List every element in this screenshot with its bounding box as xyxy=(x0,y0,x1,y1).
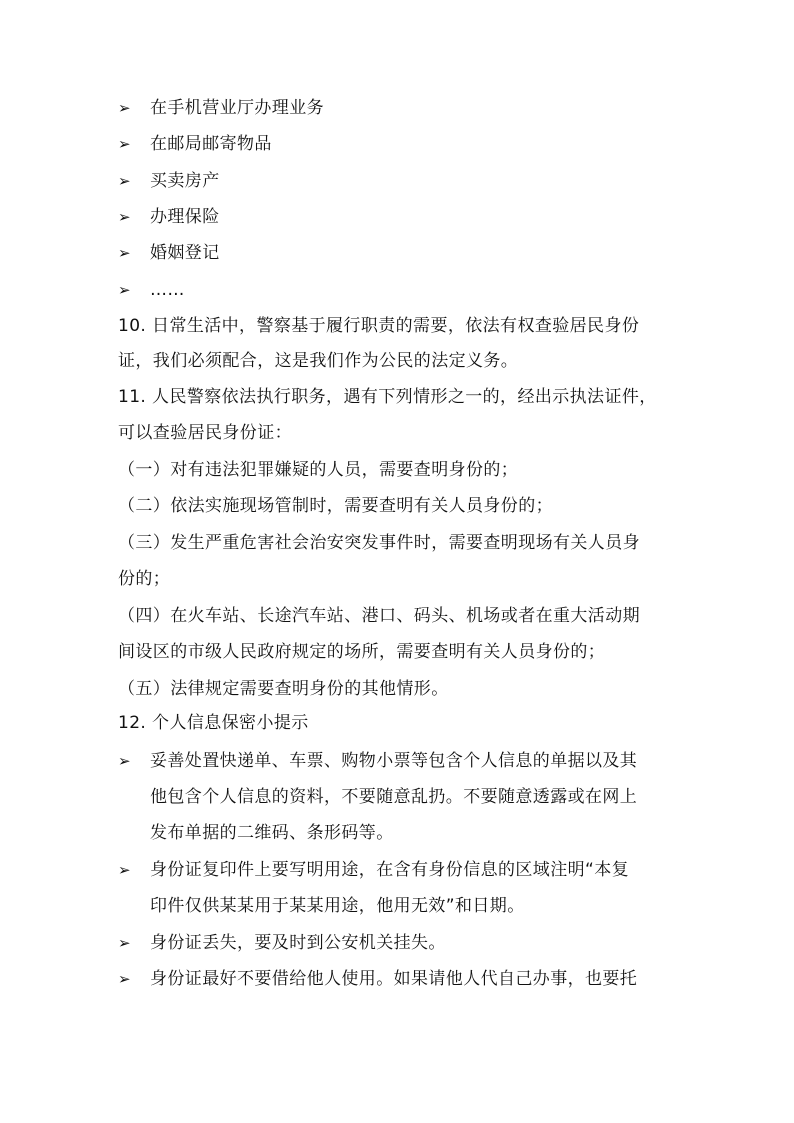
tip-text-line: 身份证最好不要借给他人使用。如果请他人代自己办事，也要托 xyxy=(150,969,638,989)
item12-title: 12. 个人信息保密小提示 xyxy=(118,713,309,733)
item11-clause3-line1: （三）发生严重危害社会治安突发事件时，需要查明现场有关人员身 xyxy=(118,533,640,553)
item11-clause3-line2: 份的； xyxy=(118,569,171,589)
list-item-text: 在手机营业厅办理业务 xyxy=(150,98,324,118)
tip-text-line: 身份证复印件上要写明用途，在含有身份信息的区域注明“本复 xyxy=(150,860,630,880)
arrow-bullet-icon: ➢ xyxy=(118,208,131,226)
list-item-text: 买卖房产 xyxy=(150,171,220,191)
item11-line1: 11. 人民警察依法执行职务，遇有下列情形之一的，经出示执法证件， xyxy=(118,387,657,407)
list-item-text: 办理保险 xyxy=(150,207,220,227)
item11-clause4-line1: （四）在火车站、长途汽车站、港口、码头、机场或者在重大活动期 xyxy=(118,606,640,626)
item11-line2: 可以查验居民身份证： xyxy=(118,423,292,443)
tip-text-line: 妥善处置快递单、车票、购物小票等包含个人信息的单据以及其 xyxy=(150,751,638,771)
item11-clause5: （五）法律规定需要查明身份的其他情形。 xyxy=(118,679,449,699)
arrow-bullet-icon: ➢ xyxy=(118,172,131,190)
item11-clause4-line2: 间设区的市级人民政府规定的场所，需要查明有关人员身份的； xyxy=(118,642,606,662)
arrow-bullet-icon: ➢ xyxy=(118,970,131,988)
tip-text-line: 发布单据的二维码、条形码等。 xyxy=(150,823,394,843)
arrow-bullet-icon: ➢ xyxy=(118,281,131,299)
arrow-bullet-icon: ➢ xyxy=(118,244,131,262)
tip-text-line: 印件仅供某某用于某某用途，他用无效”和日期。 xyxy=(150,896,525,916)
item10-line1: 10. 日常生活中，警察基于履行职责的需要，依法有权查验居民身份 xyxy=(118,316,640,336)
arrow-bullet-icon: ➢ xyxy=(118,934,131,952)
tip-text-line: 身份证丢失，要及时到公安机关挂失。 xyxy=(150,933,446,953)
list-item-text: 在邮局邮寄物品 xyxy=(150,134,272,154)
arrow-bullet-icon: ➢ xyxy=(118,135,131,153)
list-item-text: …… xyxy=(150,280,185,300)
item11-clause2: （二）依法实施现场管制时，需要查明有关人员身份的； xyxy=(118,496,553,516)
tip-text-line: 他包含个人信息的资料，不要随意乱扔。不要随意透露或在网上 xyxy=(150,787,638,807)
item10-line2: 证，我们必须配合，这是我们作为公民的法定义务。 xyxy=(118,351,519,371)
arrow-bullet-icon: ➢ xyxy=(118,752,131,770)
arrow-bullet-icon: ➢ xyxy=(118,99,131,117)
arrow-bullet-icon: ➢ xyxy=(118,861,131,879)
item11-clause1: （一）对有违法犯罪嫌疑的人员，需要查明身份的； xyxy=(118,460,519,480)
list-item-text: 婚姻登记 xyxy=(150,243,220,263)
